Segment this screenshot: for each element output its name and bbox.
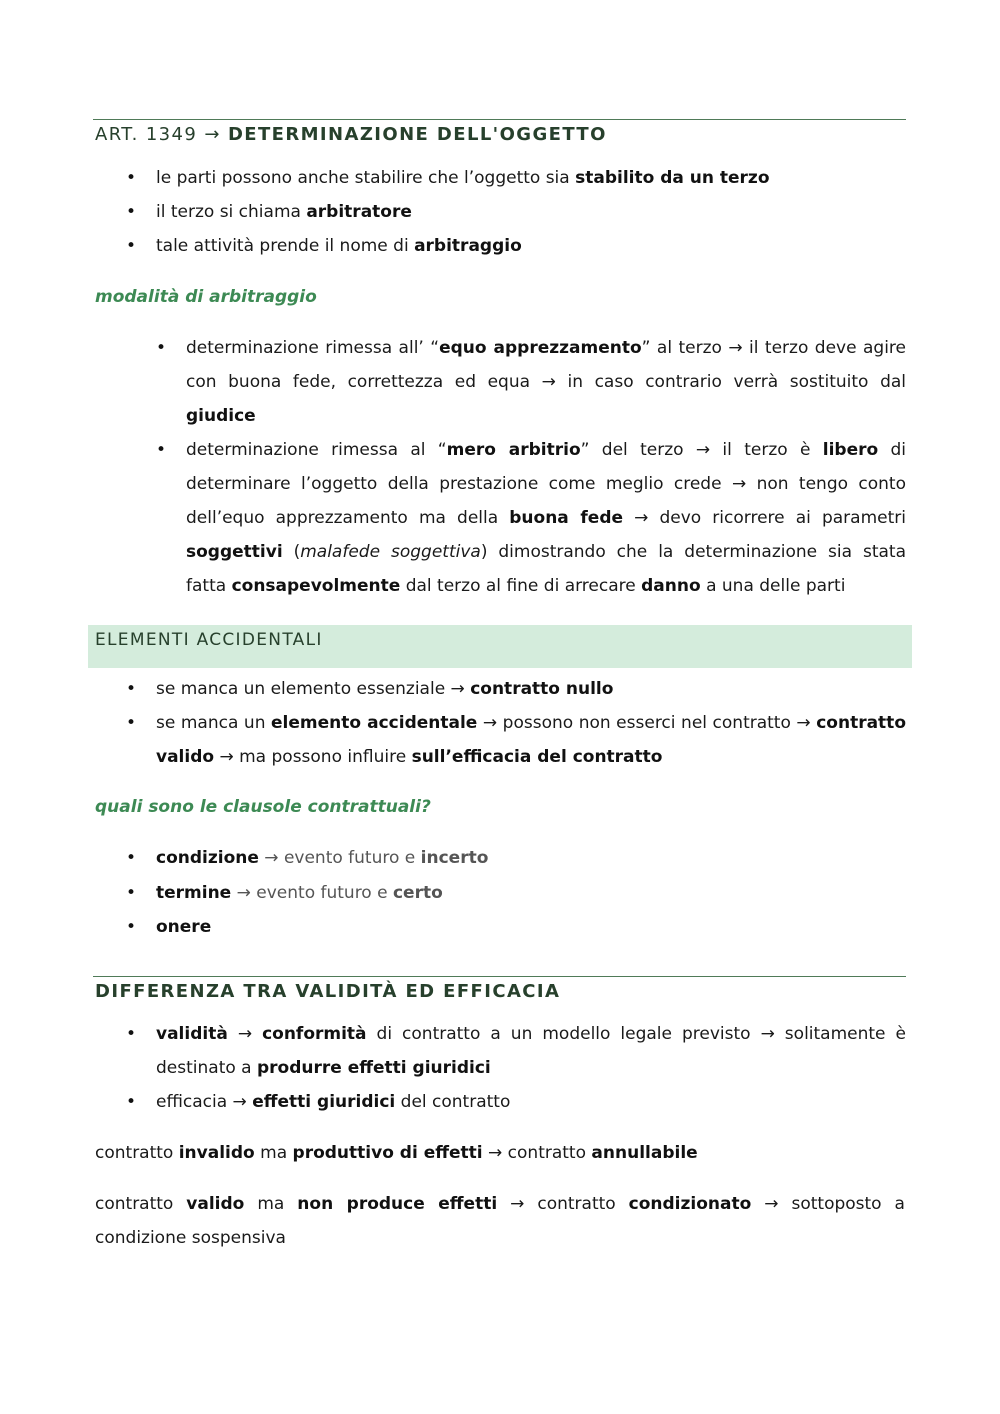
list-item: • onere <box>156 910 906 944</box>
subheading-clausole: quali sono le clausole contrattuali? <box>95 797 431 817</box>
section-heading-differenza: DIFFERENZA TRA VALIDITÀ ED EFFICACIA <box>95 981 561 1002</box>
list-item: • se manca un elemento essenziale → contratto nullo <box>156 672 906 706</box>
list-item: • termine → evento futuro e certo <box>156 876 906 910</box>
subheading-modalita: modalità di arbitraggio <box>95 287 317 307</box>
section-divider <box>93 119 906 120</box>
list-item: • determinazione rimessa all’ “equo apprezzamento” al terzo → il terzo deve agire con buona fede, correttezza ed equa → in caso contrario verrà sostituito dal giudice <box>186 331 906 433</box>
list-item: • se manca un elemento accidentale → possono non esserci nel contratto → contratto valido → ma possono influire sull’efficacia del contratto <box>156 706 906 774</box>
list-item: • condizione → evento futuro e incerto <box>156 841 906 875</box>
list-item: • efficacia → effetti giuridici del contratto <box>156 1085 906 1119</box>
section-divider <box>93 976 906 977</box>
paragraph-condizionato: contratto valido ma non produce effetti → contratto condizionato → sottoposto a condizione sospensiva <box>95 1194 905 1248</box>
list-item: • le parti possono anche stabilire che l’oggetto sia stabilito da un terzo <box>156 161 906 195</box>
list-item: • determinazione rimessa al “mero arbitrio” del terzo → il terzo è libero di determinare l’oggetto della prestazione come meglio crede → non tengo conto dell’equo apprezzamento ma della buona fede → devo ricorrere ai parametri soggettivi (malafede soggettiva) dimostrando che la determinazione sia stata fatta consapevolmente dal terzo al fine di arrecare danno a una delle parti <box>186 433 906 603</box>
section-heading-art-1349: ART. 1349 → DETERMINAZIONE DELL'OGGETTO <box>95 124 607 145</box>
paragraph-annullabile: contratto invalido ma produttivo di effetti → contratto annullabile <box>95 1143 698 1163</box>
section-heading-elementi-accidentali: ELEMENTI ACCIDENTALI <box>95 630 323 650</box>
section-heading-band <box>88 625 912 668</box>
list-item: • il terzo si chiama arbitratore <box>156 195 906 229</box>
list-item: • tale attività prende il nome di arbitraggio <box>156 229 906 263</box>
list-item: • validità → conformità di contratto a un modello legale previsto → solitamente è destinato a produrre effetti giuridici <box>156 1017 906 1085</box>
